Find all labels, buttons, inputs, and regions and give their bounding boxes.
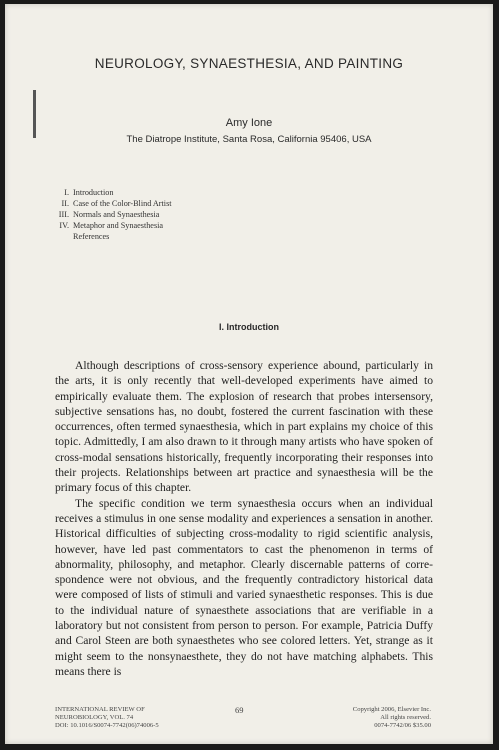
toc-item-number: I. bbox=[64, 188, 69, 197]
toc-item-label: Introduction bbox=[73, 188, 114, 197]
footer-journal-line: DOI: 10.1016/S0074-7742(06)74006-5 bbox=[55, 722, 159, 729]
toc-item-number bbox=[53, 231, 69, 242]
document-page bbox=[5, 4, 493, 744]
toc-item bbox=[53, 231, 172, 242]
footer-copyright-line: Copyright 2006, Elsevier Inc. bbox=[352, 706, 431, 713]
footer-journal-line: INTERNATIONAL REVIEW OF bbox=[55, 706, 145, 713]
paragraph: Although descriptions of cross-sensory experience abound, particularly in the arts, it is only recently that well-developed experiments have aimed to empirically evaluate them. The explosion of research that probes intersensory, subjective sensations has, no doubt, fostered the current fascination with these occurrences, often termed synaesthesia, which in part explains my choice of this topic. Admittedly, I am also drawn to it through many artists who have spoken of cross-modal sensations historically, frequently incorporating their responses into their projects. Relationships between art practice and synaesthesia will be the primary focus of this chapter. bbox=[55, 359, 433, 495]
footer-copyright-line: All rights reserved. bbox=[380, 714, 431, 721]
toc-item bbox=[53, 187, 172, 198]
toc-item-number: II. bbox=[61, 199, 69, 208]
body-text bbox=[55, 358, 433, 679]
section-heading: I. Introduction bbox=[219, 322, 279, 332]
page-number: 69 bbox=[235, 705, 244, 715]
footer-copyright-line: 0074-7742/06 $35.00 bbox=[374, 722, 431, 729]
toc-item-number: IV. bbox=[59, 221, 69, 230]
toc-item bbox=[53, 198, 172, 209]
toc-item-label: References bbox=[73, 232, 110, 241]
toc-item-label: Normals and Synaesthesia bbox=[73, 210, 160, 219]
author-affiliation: The Diatrope Institute, Santa Rosa, California 95406, USA bbox=[126, 134, 372, 145]
footer-journal-info bbox=[55, 706, 159, 730]
toc-item-number: III. bbox=[58, 210, 69, 219]
toc-item-label: Metaphor and Synaesthesia bbox=[73, 221, 164, 230]
toc-item bbox=[53, 209, 172, 220]
toc-item-label: Case of the Color-Blind Artist bbox=[73, 199, 172, 208]
paragraph: The specific condition we term synaesthesia occurs when an individual receives a stimulus in one sense modality and experiences a sensation in another. Historical difficulties of subjecting cross-modality to rigid scientific analysis, however, have led past commentators to cast the phenomenon in terms of abnormality, philosophy, and metaphor. Clearly discernable patterns of corre-spondence were not obvious, and the frequently contradictory historical data were composed of lists of stimuli and varied synaesthetic responses. This is due to the individual nature of synaesthete associations that are verifiable in a laboratory but not consistent from person to person. For example, Patricia Duffy and Carol Steen are both synaesthetes who see colored letters. Yet, strange as it might seem to the nonsynaesthete, they do not have matching alphabets. This means there is bbox=[55, 496, 433, 678]
table-of-contents bbox=[53, 187, 172, 242]
footer-copyright bbox=[353, 706, 431, 730]
footer-journal-line: NEUROBIOLOGY, VOL. 74 bbox=[55, 714, 134, 721]
margin-mark bbox=[33, 90, 36, 138]
author-name: Amy Ione bbox=[225, 117, 273, 129]
toc-item bbox=[53, 220, 172, 231]
chapter-title: NEUROLOGY, SYNAESTHESIA, AND PAINTING bbox=[94, 56, 404, 71]
